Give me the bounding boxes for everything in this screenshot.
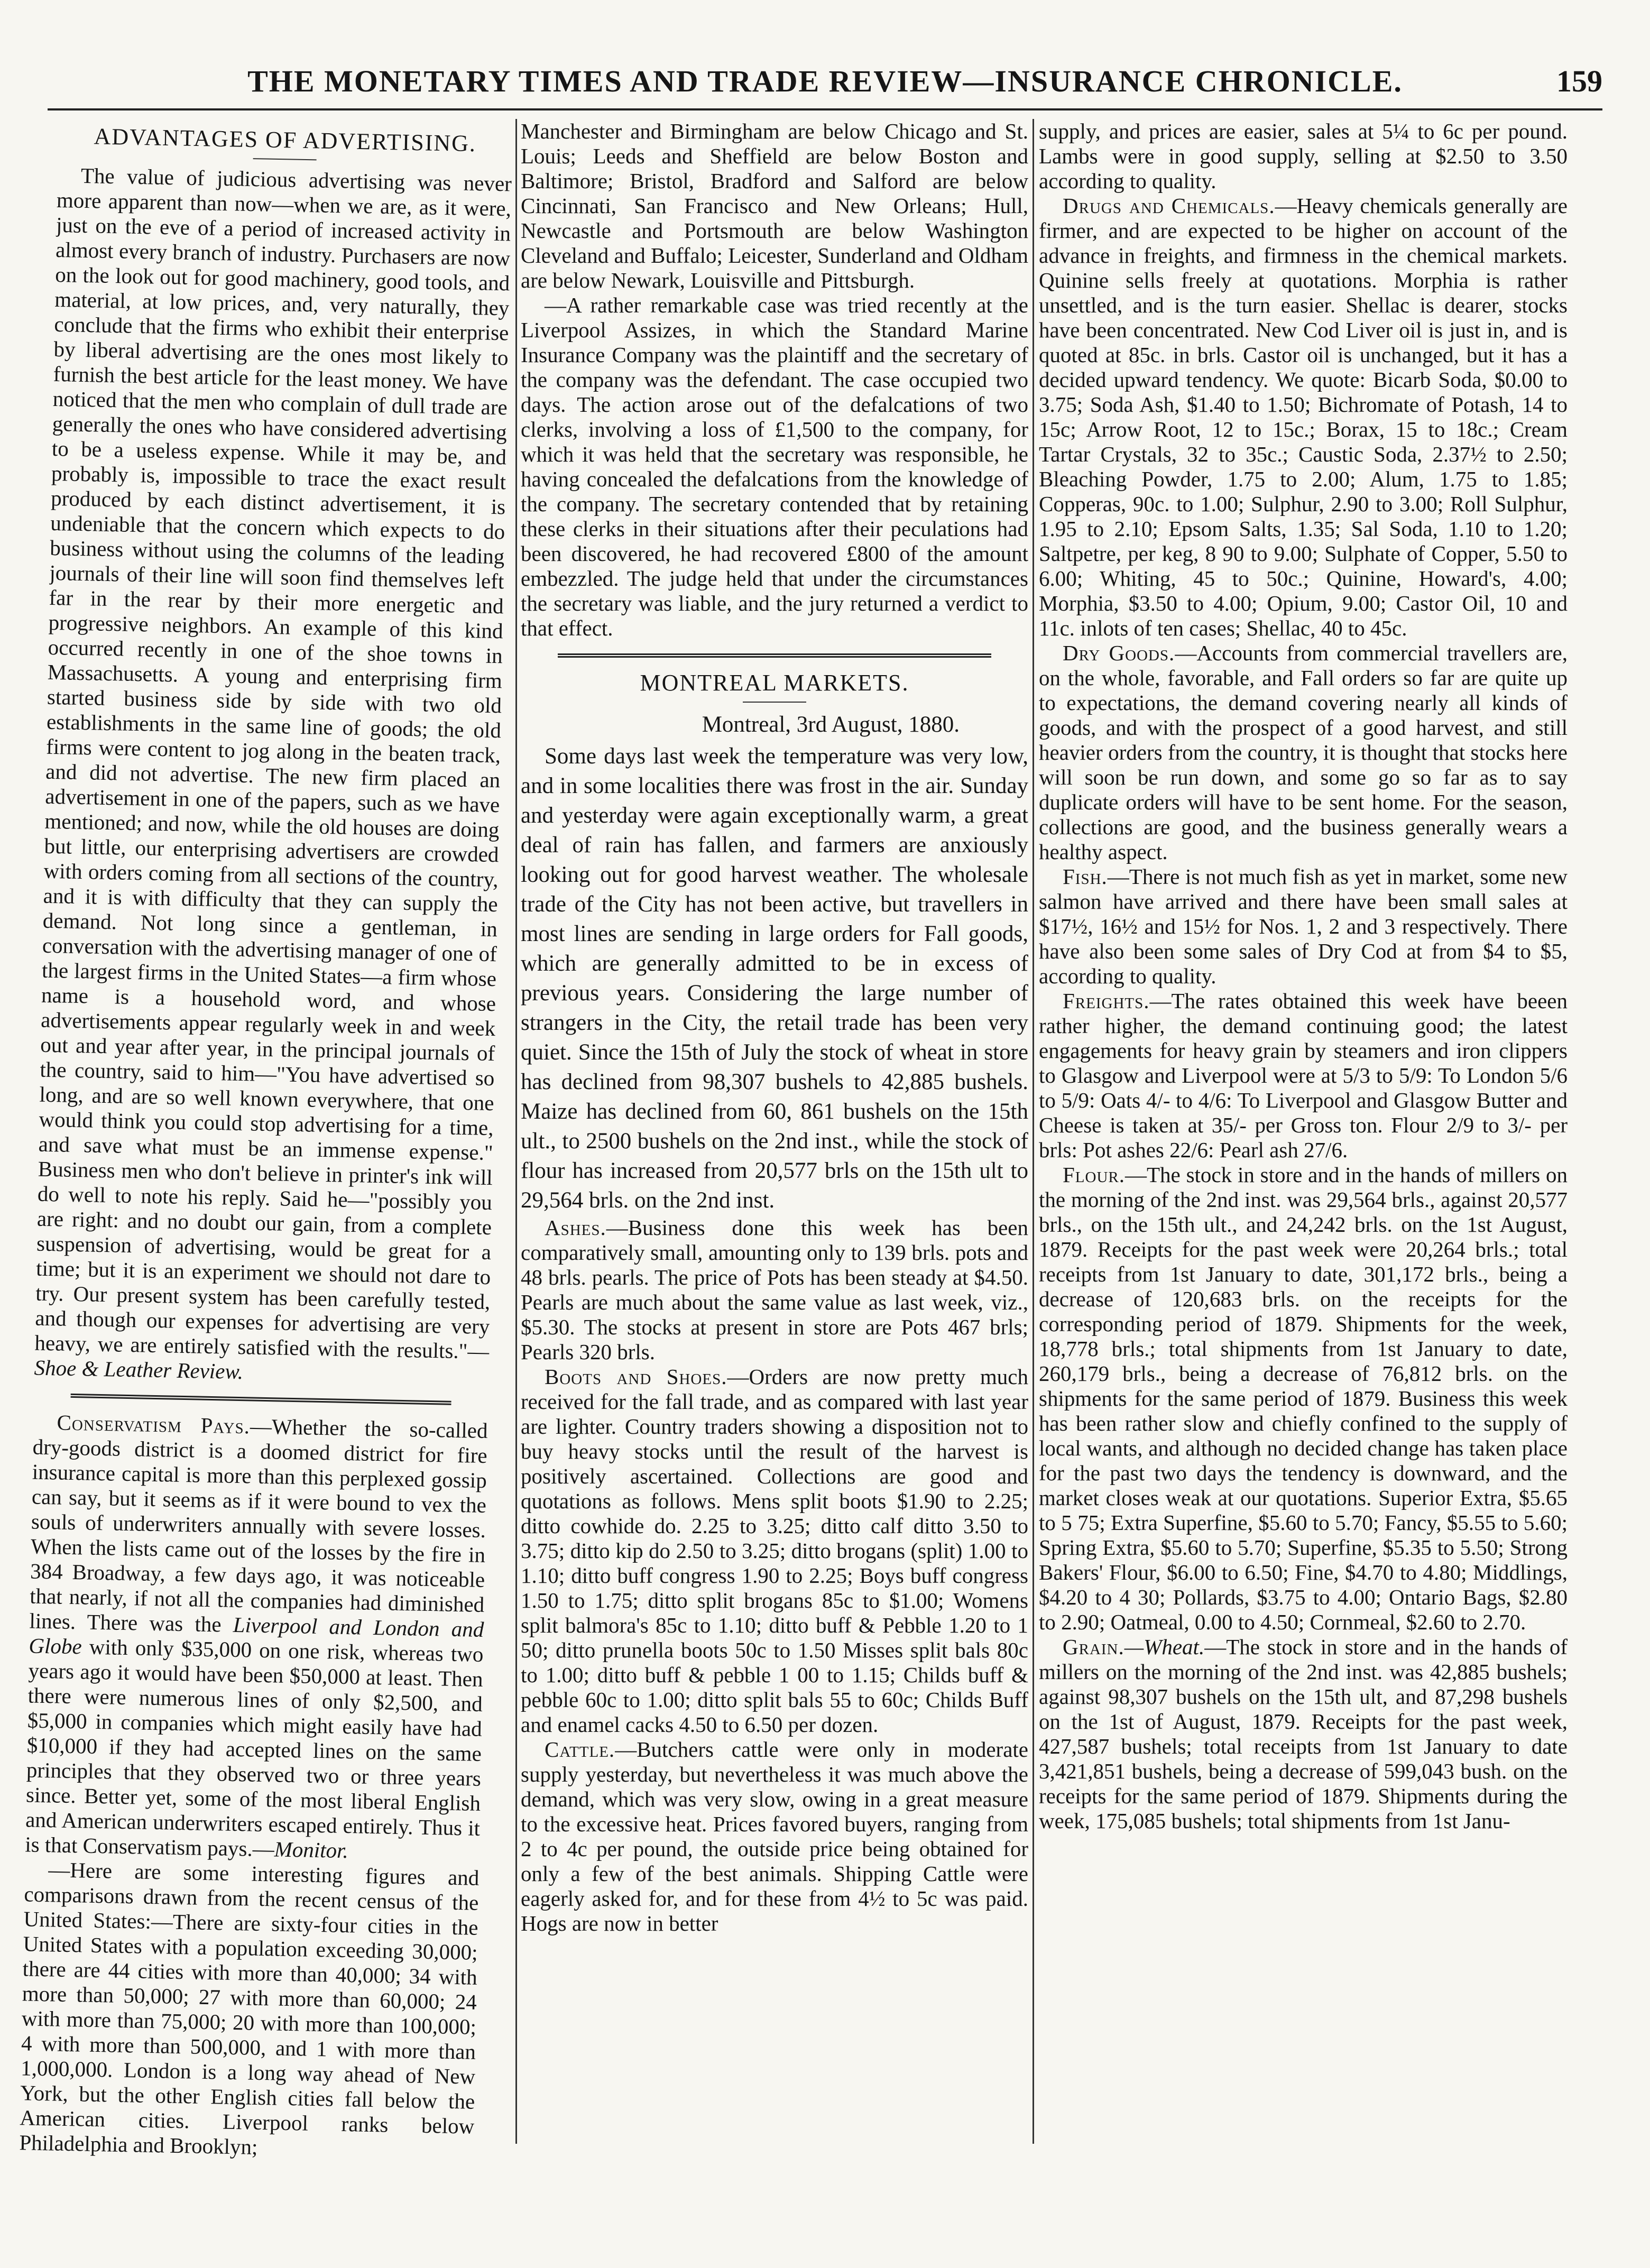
cattle-section-continued: supply, and prices are easier, sales at 5¼ to 6c per pound. Lambs were in good supply, selling at $2.50 to 3.50 according to quality. (1039, 119, 1568, 193)
liverpool-case-article: —A rather remarkable case was tried recently at the Liverpool Assizes, in which the Standard Marine Insurance Company was the plaintiff and the secretary of the company was the defendant. The case occupied two days. The action arose out of the defalcations of two clerks, involving a loss of £1,500 to the company, for which it was held that the secretary was responsible, he having concealed the defalcations from the knowledge of the company. The secretary contended that by retaining these clerks in their situations after their peculations had been discovered, he had recovered £800 of the amount embezzled. The judge held that under the circumstances the secretary was liable, and the jury returned a verdict to that effect. (521, 293, 1028, 640)
column-2 (521, 119, 1028, 2191)
montreal-markets-heading: MONTREAL MARKETS. (640, 670, 909, 696)
column-3 (1039, 119, 1568, 2191)
fish-section: Fish.—There is not much fish as yet in market, some new salmon have arrived and there have been small sales at $17½, 16½ and 15½ for Nos. 1, 2 and 3 respectively. There have also been some sales of Dry Cod at from $4 to $5, according to quality. (1039, 864, 1568, 988)
wheat-subhead: —Wheat. (1124, 1635, 1205, 1659)
column-1 (19, 119, 513, 2200)
freights-section: Freights.—The rates obtained this week have beeen rather higher, the demand continuing good; the latest engagements for heavy grain by steamers and iron clippers to Glasgow and Liverpool were at 5/3 to 5/9: To London 5/6 to 5/9: Oats 4/- to 4/6: To Liverpool and Glasgow Butter and Cheese is taken at 35/- per Gross ton. Flour 2/9 to 3/- per brls: Pot ashes 22/6: Pearl ash 27/6. (1039, 989, 1568, 1162)
masthead-title: THE MONETARY TIMES AND TRADE REVIEW—INSURANCE CHRONICLE. (247, 64, 1403, 98)
cattle-lead: Cattle. (545, 1737, 615, 1762)
advertising-source: Shoe & Leather Review. (34, 1355, 244, 1384)
page-header (48, 63, 1602, 106)
markets-intro-text: Some days last week the temperature was very low, and in some localities there was frost in the air. Sunday and yesterday were again exceptionally warm, a great deal of rain has fallen, and farmers are anxiously looking out for good harvest weather. The wholesale trade of the City has not been active, but travellers in most lines are sending in large orders for Fall goods, which are generally admitted to be in excess of previous years. Considering the large number of strangers in the City, the retail trade has been very quiet. Since the 15th of July the stock of wheat in store has declined from 98,307 bushels to 42,885 bushels. Maize has declined from 60, 861 bushels on the 15th ult., to 2500 bushels on the 2nd inst., while the stock of flour has increased from 20,577 brls on the 15th ult to 29,564 brls. on the 2nd inst. (521, 744, 1028, 1213)
heading-rule (253, 158, 317, 160)
column-rule-1 (515, 119, 517, 2144)
conservatism-article: Conservatism Pays.—Whether the so-called dry-goods district is a doomed district for fire insurance capital is more than this perplexed gossip can say, but it seems as if it were bound to vex the souls of underwriters annually with severe losses. When the lists came out of the losses by the fire in 384 Broadway, a few days ago, it was noticeable that nearly, if not all the companies had diminished lines. There was the Liverpool and London and Globe with only $35,000 on one risk, whereas two years ago it would have been $50,000 at least. Then there were numerous lines of only $2,500, and $5,000 in companies which might easily have had $10,000 if they had accepted lines on the same principles that they observed two or three years since. Better yet, some of the most liberal English and American underwriters escaped entirely. Thus it is that Conservatism pays.—Monitor. (24, 1410, 488, 1863)
dry-goods-section: Dry Goods.—Accounts from commercial travellers are, on the whole, favorable, and Fall orders so far are quite up to expectations, the demand covering nearly all kinds of goods, and with the prospect of a good harvest, and still heavier orders from the country, it is thought that stocks here will soon be run down, and some go so far as to say duplicate orders will have to be sent home. For the season, collections are good, and the business generally wears a healthy aspect. (1039, 641, 1568, 864)
grain-section: Grain.—Wheat.—The stock in store and in the hands of millers on the morning of the 2nd inst. was 42,885 bushels; against 98,307 bushels on the 15th ult, and 87,298 bushels on the 1st of August, 1879. Receipts for the past week, 427,587 bushels; total receipts from 1st January to date 3,421,851 bushels, being a decrease of 599,043 bush. on the receipts for the same period of 1879. Shipments during the week, 175,085 bushels; total shipments from 1st Janu- (1039, 1635, 1568, 1833)
article-divider (558, 653, 991, 658)
column-rule-2 (1033, 119, 1034, 2144)
dateline: Montreal, 3rd August, 1880. (702, 712, 960, 737)
boots-shoes-section: Boots and Shoes.—Orders are now pretty much received for the fall trade, and as compared with last year are lighter. Country traders showing a disposition not to buy heavy stocks until the result of the harvest is positively ascertained. Collections are good and quotations as follows. Mens split boots $1.90 to 2.25; ditto cowhide do. 2.25 to 3.25; ditto calf ditto 3.50 to 3.75; ditto kip do 2.50 to 3.25; ditto brogans (split) 1.00 to 1.10; ditto buff congress 1.90 to 2.25; Boys buff congress 1.50 to 1.75; ditto split brogans 85c to $1.00; Womens split balmora's 85c to 1.10; ditto buff & Pebble 1.20 to 1 50; ditto prunella boots 50c to 1.50 Misses split bals 80c to 1.00; ditto buff & pebble 1 00 to 1.15; Childs buff & pebble 60c to 1.00; ditto split bals 55 to 60c; Childs Buff and enamel cacks 4.50 to 6.50 per dozen. (521, 1365, 1028, 1737)
fish-lead: Fish. (1063, 864, 1108, 889)
page-number: 159 (1556, 64, 1602, 98)
article-divider (71, 1394, 451, 1405)
ashes-section: Ashes.—Business done this week has been comparatively small, amounting only to 139 brls. pots and 48 brls. pearls. The price of Pots has been steady at $4.50. Pearls are much about the same value as last week, viz., $5.30. The stocks at present in store are Pots 467 brls; Pearls 320 brls. (521, 1215, 1028, 1364)
drugs-lead: Drugs and Chemicals. (1063, 193, 1275, 218)
conservatism-source: Monitor. (274, 1837, 349, 1863)
flour-section: Flour.—The stock in store and in the hands of millers on the morning of the 2nd inst. was 29,564 brls., against 20,577 brls., on the 15th ult., and 24,242 brls. on the 1st August, 1879. Receipts for the past week were 20,264 brls.; total receipts from 1st January to date, 301,172 brls., being a decrease of 120,683 brls. on the receipts for the corresponding period of 1879. Shipments for the week, 18,778 brls.; total shipments from 1st January to date, 260,179 brls., being a decrease of 76,812 brls. on the shipments for the same period of 1879. Business this week has been rather slow and chiefly confined to the supply of local wants, and although no decided change has taken place for the past two days the tendency is downward, and the market closes weak at our quotations. Superior Extra, $5.65 to 5 75; Extra Superfine, $5.60 to 5.70; Fancy, $5.55 to 5.60; Spring Extra, $5.60 to 5.70; Superfine, $5.35 to 5.50; Strong Bakers' Flour, $6.00 to 6.50; Fine, $4.70 to 4.80; Middlings, $4.20 to 4 30; Pollards, $3.75 to 4.00; Ontario Bags, $2.80 to 2.90; Oatmeal, 0.00 to 4.50; Cornmeal, $2.60 to 2.70. (1039, 1163, 1568, 1634)
ashes-lead: Ashes. (545, 1215, 606, 1240)
flour-lead: Flour. (1063, 1163, 1125, 1187)
header-rule (48, 108, 1602, 110)
freights-lead: Freights. (1063, 989, 1150, 1013)
drugs-chemicals-section: Drugs and Chemicals.—Heavy chemicals generally are firmer, and are expected to be higher on account of the advance in freights, and firmness in the chemical markets. Quinine sells freely at quotations. Morphia is rather unsettled, and is the turn easier. Shellac is dearer, stocks have been concentrated. New Cod Liver oil is just in, and is quoted at 85c. in brls. Castor oil is unchanged, but it has a decided upward tendency. We quote: Bicarb Soda, $0.00 to 3.75; Soda Ash, $1.40 to 1.50; Bichromate of Potash, 14 to 15c; Arrow Root, 12 to 15c.; Borax, 15 to 18c.; Cream Tartar Crystals, 32 to 35c.; Caustic Soda, 2.37½ to 2.50; Bleaching Powder, 1.75 to 2.00; Alum, 1.75 to 1.85; Copperas, 90c. to 1.00; Sulphur, 2.90 to 3.00; Roll Sulphur, 1.95 to 2.10; Epsom Salts, 1.35; Sal Soda, 1.10 to 1.20; Saltpetre, per keg, 8 90 to 9.00; Sulphate of Copper, 5.50 to 6.00; Whiting, 45 to 50c.; Quinine, Howard's, 4.00; Morphia, $3.50 to 4.00; Opium, 9.00; Castor Oil, 10 and 11c. inlots of ten cases; Shellac, 40 to 45c. (1039, 193, 1568, 640)
markets-intro (521, 710, 1028, 1215)
boots-shoes-lead: Boots and Shoes. (545, 1365, 727, 1389)
census-article: —Here are some interesting figures and comparisons drawn from the recent census of the United States:—There are sixty-four cities in the United States with a population exceeding 30,000; there are 44 cities with more than 40,000; 34 with more than 50,000; 27 with more than 60,000; 24 with more than 75,000; 20 with more than 100,000; 4 with more than 500,000, and 1 with more than 1,000,000. London is a long way ahead of New York, but the other English cities fall below the American cities. Liverpool ranks below Philadelphia and Brooklyn; (19, 1857, 480, 2159)
cattle-section: Cattle.—Butchers cattle were only in moderate supply yesterday, but nevertheless it was much above the demand, which was very slow, owing in a great measure to the excessive heat. Prices favored buyers, ranging from 2 to 4c per pound, the outside price being obtained for only a few of the best animals. Shipping Cattle were eagerly asked for, and for these from 4½ to 5c was paid. Hogs are now in better (521, 1737, 1028, 1935)
grain-lead: Grain. (1063, 1635, 1124, 1659)
census-article-continued: Manchester and Birmingham are below Chicago and St. Louis; Leeds and Sheffield are below Boston and Baltimore; Bristol, Bradford and Salford are below Cincinnati, San Francisco and New Orleans; Hull, Newcastle and Portsmouth are below Washington Cleveland and Buffalo; Leicester, Sunderland and Oldham are below Newark, Louisville and Pittsburgh. (521, 119, 1028, 292)
advertising-heading: ADVANTAGES OF ADVERTISING. (94, 123, 477, 157)
heading-rule (743, 702, 806, 703)
conservatism-lead: Conservatism Pays. (57, 1410, 251, 1439)
dry-goods-lead: Dry Goods. (1063, 641, 1175, 665)
advertising-article: The value of judicious advertising was never more apparent than now—when we are, as it were, just on the eve of a period of increased activity in almost every branch of industry. Purchasers are now on the look out for good machinery, good tools, and material, at low prices, and, very naturally, they conclude that the firms who exhibit their enterprise by liberal advertising are the ones most likely to furnish the best article for the least money. We have noticed that the men who complain of dull trade are generally the ones who have considered advertising to be a useless expense. While it may be, and probably is, impossible to trace the exact result produced by each distinct advertisement, it is undeniable that the concern which expects to do business without using the columns of the leading journals of their line will soon find themselves left far in the rear by their more energetic and progressive neighbors. An example of this kind occurred recently in one of the shoe towns in Massachusetts. A young and enterprising firm started business side by side with two old establishments in the same line of goods; the old firms were content to jog along in the beaten track, and did not advertise. The new firm placed an advertisement in one of the papers, such as we have mentioned; and now, while the old houses are doing but little, our enterprising advertisers are crowded with orders coming from all sections of the country, and it is with difficulty that they can supply the demand. Not long since a gentleman, in conversation with the advertising manager of one of the largest firms in the United States—a firm whose name is a household word, and whose advertisements appear regularly week in and week out and year after year, in the principal journals of the country, said to him—"You have advertised so long, and are so well known everywhere, that one would think you could stop advertising for a time, and save what must be an immense expense." Business men who don't believe in printer's ink will do well to note his reply. Said he—"possibly you are right: and no doubt our gain, from a complete suspension of advertising, would be great for a time; but it is an experiment we should not dare to try. Our present system has been carefully tested, and though our expenses for advertising are very heavy, we are entirely satisfied with the results."—Shoe & Leather Review. (34, 163, 512, 1384)
